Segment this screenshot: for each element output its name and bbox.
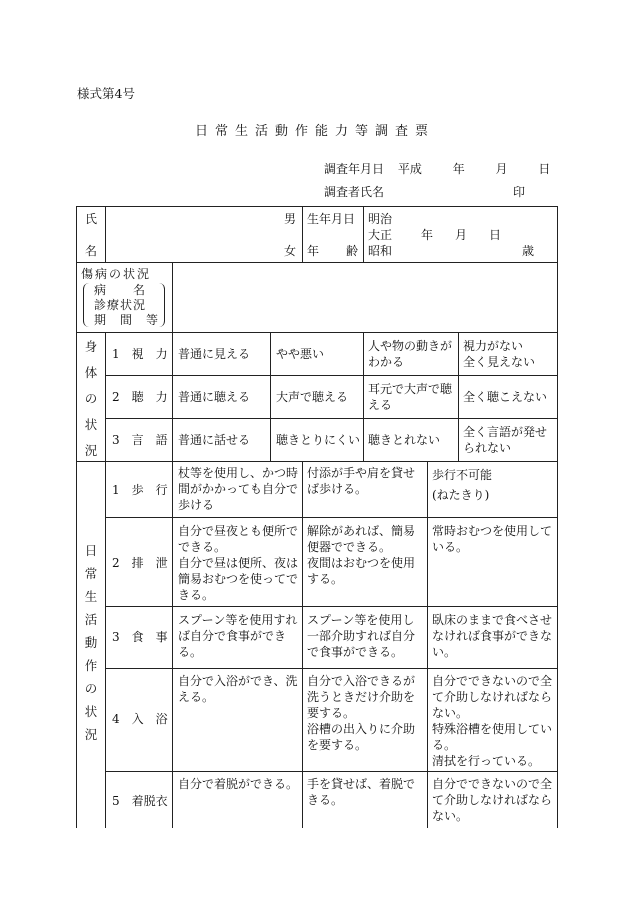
bathing-c3: 自分でできないので全て介助しなければならない。 特殊浴槽を使用している。 清拭を行っている。 bbox=[432, 674, 553, 768]
eating-c2: スプーン等を使用し一部介助すれば自分で食事ができる。 bbox=[307, 613, 416, 659]
rule bbox=[172, 332, 173, 828]
female-label: 女 bbox=[284, 244, 297, 258]
eating-c3: 臥床のままで食べさせなければ食事ができない。 bbox=[432, 613, 553, 659]
hearing-c1: 普通に聴える bbox=[178, 390, 251, 404]
rule bbox=[458, 332, 459, 461]
vision-label: 1 視 力 bbox=[112, 347, 168, 361]
speech-c2: 聴きとりにくい bbox=[276, 433, 361, 447]
name-label-top: 氏 bbox=[85, 212, 98, 226]
speech-c1: 普通に話せる bbox=[178, 433, 251, 447]
rule bbox=[105, 206, 106, 262]
birth-day-label: 日 bbox=[489, 228, 502, 242]
toileting-label: 2 排 泄 bbox=[112, 556, 168, 570]
survey-date-label: 調査年月日 bbox=[324, 162, 385, 176]
survey-year-label: 年 bbox=[452, 162, 465, 176]
age-label-2: 齢 bbox=[346, 244, 359, 258]
seal-mark: 印 bbox=[513, 185, 526, 199]
hearing-c3: 耳元で大声で聴える bbox=[368, 382, 453, 412]
walking-c1: 杖等を使用し、かつ時間がかかっても自分で歩ける bbox=[178, 466, 299, 512]
eating-label: 3 食 事 bbox=[112, 630, 168, 644]
illness-heading: 傷病の状況 bbox=[81, 267, 152, 281]
era-meiji: 明治 bbox=[368, 212, 393, 226]
daily-label-char: の bbox=[84, 681, 98, 696]
investigator-row bbox=[324, 183, 384, 200]
illness-item-disease: 病 名 bbox=[94, 283, 147, 297]
bathing-c2: 自分で入浴できるが洗うときだけ介助を要する。 浴槽の出入りに介助を要する。 bbox=[307, 674, 416, 752]
toileting-c1: 自分で昼夜とも便所でできる。 自分で昼は便所、夜は簡易おむつを使ってできる。 bbox=[178, 524, 299, 602]
daily-label-char: 動 bbox=[84, 635, 98, 650]
age-label-1: 年 bbox=[307, 244, 320, 258]
speech-c4: 全く言語が発せられない bbox=[463, 425, 548, 455]
birth-month-label: 月 bbox=[455, 228, 468, 242]
rule bbox=[270, 332, 271, 461]
eating-c1: スプーン等を使用すれば自分で食事ができる。 bbox=[178, 613, 298, 659]
male-label: 男 bbox=[284, 212, 297, 226]
rule bbox=[302, 461, 303, 828]
walking-label: 1 歩 行 bbox=[112, 483, 168, 497]
daily-label-char: 常 bbox=[84, 566, 98, 581]
bathing-label: 4 入 浴 bbox=[112, 712, 168, 726]
vision-c2: やや悪い bbox=[276, 347, 325, 361]
bathing-c1: 自分で入浴ができ、洗える。 bbox=[178, 674, 298, 704]
page-title: 日常生活動作能力等調査票 bbox=[194, 124, 435, 139]
body-label-char: 況 bbox=[84, 443, 98, 458]
era-showa: 昭和 bbox=[368, 244, 393, 258]
body-label-char: の bbox=[84, 391, 98, 406]
daily-label-char: 状 bbox=[84, 704, 98, 719]
speech-label: 3 言 語 bbox=[112, 433, 168, 447]
body-section-label bbox=[83, 337, 99, 467]
daily-label-char: 生 bbox=[84, 589, 98, 604]
rule bbox=[363, 206, 364, 262]
dressing-c3: 自分でできないので全て介助しなければならない。 bbox=[432, 777, 553, 823]
rule bbox=[363, 332, 364, 461]
hearing-c2: 大声で聴える bbox=[276, 390, 349, 404]
rule bbox=[172, 262, 173, 332]
vision-c3: 人や物の動きがわかる bbox=[368, 339, 453, 369]
daily-label-char: 活 bbox=[84, 612, 98, 627]
toileting-c3: 常時おむつを使用している。 bbox=[432, 524, 553, 554]
survey-date-row bbox=[324, 160, 550, 177]
survey-era: 平成 bbox=[397, 162, 422, 176]
era-taisho: 大正 bbox=[368, 228, 393, 242]
age-unit: 歳 bbox=[522, 244, 535, 258]
toileting-c2: 解除があれば、簡易便器でできる。 夜間はおむつを使用する。 bbox=[307, 524, 416, 586]
rule bbox=[105, 332, 106, 828]
illness-item-treatment: 診療状況 bbox=[94, 298, 147, 312]
rule bbox=[76, 332, 558, 333]
daily-section-label bbox=[83, 541, 99, 748]
daily-label-char: 況 bbox=[84, 727, 98, 742]
birth-year-label: 年 bbox=[421, 228, 434, 242]
birth-label: 生年月日 bbox=[307, 212, 356, 226]
survey-month-label: 月 bbox=[495, 162, 508, 176]
form-number: 様式第4号 bbox=[77, 86, 135, 101]
rule bbox=[302, 206, 303, 262]
walking-c2: 付添が手や肩を貸せば歩ける。 bbox=[307, 466, 416, 496]
rule bbox=[76, 461, 558, 462]
dressing-c1: 自分で着脱ができる。 bbox=[178, 777, 299, 791]
dressing-label: 5 着脱衣 bbox=[112, 794, 168, 808]
name-label-bottom: 名 bbox=[85, 244, 98, 258]
investigator-label: 調査者氏名 bbox=[324, 185, 385, 199]
hearing-c4: 全く聴こえない bbox=[463, 390, 548, 404]
body-label-char: 体 bbox=[84, 365, 98, 380]
dressing-c2: 手を貸せば、着脱できる。 bbox=[307, 777, 416, 807]
rule bbox=[76, 262, 558, 263]
body-label-char: 身 bbox=[84, 339, 98, 354]
hearing-label: 2 聴 力 bbox=[112, 390, 168, 404]
rule bbox=[427, 461, 428, 828]
body-label-char: 状 bbox=[84, 417, 98, 432]
speech-c3: 聴きとれない bbox=[368, 433, 441, 447]
daily-label-char: 日 bbox=[84, 543, 98, 558]
daily-label-char: 作 bbox=[84, 658, 98, 673]
illness-item-period: 期 間 等 bbox=[94, 313, 160, 327]
walking-c3: 歩行不可能 (ねたきり) bbox=[432, 468, 493, 502]
vision-c4: 視力がない 全く見えない bbox=[463, 339, 536, 369]
survey-day-label: 日 bbox=[538, 162, 551, 176]
vision-c1: 普通に見える bbox=[178, 347, 251, 361]
